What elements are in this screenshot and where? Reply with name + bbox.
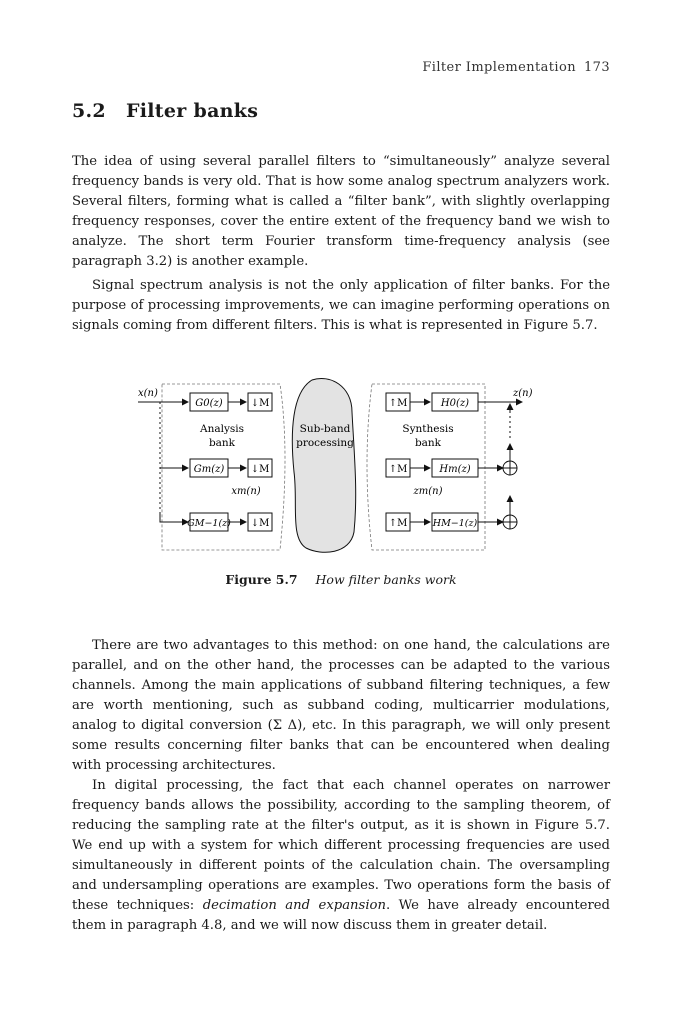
section-title: Filter banks (125, 100, 259, 122)
subband-blob (292, 378, 355, 552)
expander-0-label: ↑M (388, 398, 408, 409)
output-label: z(n) (513, 388, 533, 399)
paragraph-applications: Signal spectrum analysis is not the only application of filter banks. For the purpose of processing improvements, we can imagine performing operations on signals coming from different filters. This is what is represented in Figure 5.7. (72, 278, 610, 333)
synthesis-bank-label-2: bank (414, 437, 442, 449)
input-to-gm1 (160, 512, 188, 522)
synthesis-filter-m-label: Hm(z) (439, 464, 471, 475)
section-number: 5.2 (72, 100, 106, 122)
analysis-bank-label-2: bank (208, 437, 236, 449)
synthesis-bank-label-1: Synthesis (402, 423, 454, 435)
analysis-filter-0-label: G0(z) (195, 398, 223, 409)
paragraph-digital-processing-end: . We have already encountered them in paragraph 4.8, and we will now discuss them in greater detail. (72, 898, 611, 933)
decimator-0-label: ↓M (250, 398, 270, 409)
subband-label-2: processing (296, 437, 354, 449)
expander-m-label: ↑M (388, 464, 408, 475)
synthesis-filter-last-label: HM−1(z) (432, 518, 478, 529)
figure-caption-label: Figure 5.7 (225, 572, 298, 587)
figure-caption (0, 572, 682, 587)
figure-caption-text: How filter banks work (315, 572, 457, 587)
running-head (422, 60, 610, 75)
decimator-last-label: ↓M (250, 518, 270, 529)
synthesis-filter-0-label: H0(z) (440, 398, 470, 409)
zm-label: zm(n) (413, 486, 443, 497)
input-label: x(n) (138, 388, 158, 399)
emphasis-decimation-expansion: decimation and expansion (202, 898, 386, 913)
paragraph-digital-processing (72, 776, 610, 936)
filter-bank-figure (130, 372, 550, 562)
analysis-filter-m-label: Gm(z) (193, 464, 225, 475)
page-number: 173 (583, 60, 610, 75)
subband-label-1: Sub-band (299, 423, 351, 435)
running-title: Filter Implementation (422, 60, 576, 75)
xm-label: xm(n) (231, 486, 261, 497)
analysis-filter-last-label: GM−1(z) (187, 518, 231, 529)
filter-bank-diagram (130, 372, 550, 562)
expander-last-label: ↑M (388, 518, 408, 529)
paragraph-advantages: There are two advantages to this method: on one hand, the calculations are parallel, and on the other hand, the processes can be adapted to the various channels. Among the main applications of subband filtering techniques, a few are worth mentioning, such as subband coding, multicarrier modulations, analog to digital conversion (Σ Δ), etc. In this paragraph, we will only present some results concerning filter banks that can be encountered when dealing with processing architectures. (72, 638, 610, 773)
section-heading (72, 100, 258, 122)
decimator-m-label: ↓M (250, 464, 270, 475)
paragraph-intro: The idea of using several parallel filters to “simultaneously” analyze several frequency bands is very old. That is how some analog spectrum analyzers work. Several filters, forming what is called a “filter bank”, with slightly overlapping frequency responses, cover the entire extent of the frequency band we wish to analyze. The short term Fourier transform time-frequency analysis (see paragraph 3.2) is another example. (72, 154, 610, 269)
paragraph-digital-processing-text: In digital processing, the fact that each channel operates on narrower frequency bands allows the possibility, according to the sampling theorem, of reducing the sampling rate at the filter's output, as it is shown in Figure 5.7. We end up with a system for which different processing frequencies are used simultaneously in different points of the calculation chain. The oversampling and undersampling operations are examples. Two operations form the basis of these techniques: (72, 778, 610, 913)
analysis-bank-label-1: Analysis (199, 423, 245, 435)
